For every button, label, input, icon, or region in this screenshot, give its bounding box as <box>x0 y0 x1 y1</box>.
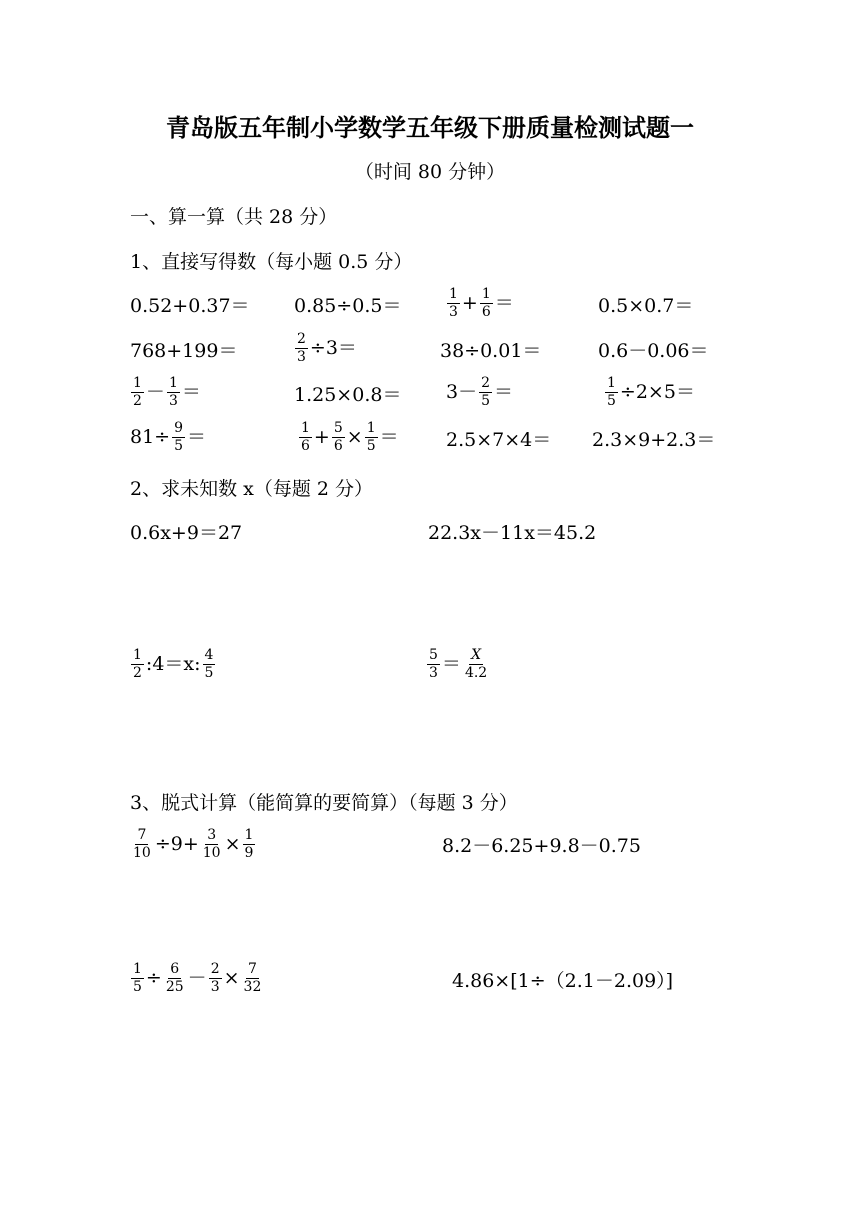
question-3-heading: 3、脱式计算（能简算的要简算）（每题 3 分） <box>130 792 518 814</box>
denominator: 5 <box>366 437 376 454</box>
denominator: 2 <box>133 392 142 409</box>
q1-r3-b: 1.25×0.8＝ <box>294 384 402 406</box>
fraction <box>131 648 144 680</box>
q1-r3-c <box>446 376 513 408</box>
numerator: 1 <box>133 375 142 391</box>
numerator: 9 <box>174 420 184 436</box>
q1-r3-a <box>130 376 201 408</box>
fraction <box>463 648 489 680</box>
operator: ÷ <box>145 966 162 989</box>
numerator: 1 <box>607 375 616 391</box>
question-2-heading: 2、求未知数 x（每题 2 分） <box>130 478 374 500</box>
page-title: 青岛版五年制小学数学五年级下册质量检测试题一 <box>166 113 694 142</box>
q3-expression-4: 4.86×[1÷（2.1－2.09）] <box>452 970 674 992</box>
fraction <box>480 287 493 319</box>
question-1-heading: 1、直接写得数（每小题 0.5 分） <box>130 251 413 273</box>
q1-r4-b <box>298 421 399 453</box>
expression-prefix: 81÷ <box>130 425 171 448</box>
fraction <box>172 421 185 453</box>
numerator: 6 <box>170 961 180 977</box>
q1-r2-a: 768+199＝ <box>130 340 238 362</box>
equals: ＝ <box>441 652 461 675</box>
fraction <box>605 376 618 408</box>
fraction <box>299 421 312 453</box>
denominator: 3 <box>297 348 306 365</box>
denominator: 6 <box>301 437 310 454</box>
fraction <box>167 376 180 408</box>
denominator: 25 <box>165 978 184 995</box>
equals: ＝ <box>494 380 514 403</box>
numerator: X <box>471 647 482 663</box>
numerator: 4 <box>204 647 214 663</box>
expression-prefix: 3－ <box>446 380 478 403</box>
expression-rest: ÷3＝ <box>309 336 357 359</box>
equals: ＝ <box>379 425 399 448</box>
fraction <box>131 376 144 408</box>
denominator: 5 <box>174 437 184 454</box>
q1-r4-d: 2.3×9+2.3＝ <box>592 429 716 451</box>
operator: × <box>224 832 241 855</box>
q3-expression-3 <box>130 962 264 994</box>
fraction <box>131 962 144 994</box>
q1-r1-c <box>446 287 514 319</box>
fraction <box>243 828 256 860</box>
fraction <box>427 648 440 680</box>
denominator: 9 <box>244 844 254 861</box>
denominator: 6 <box>481 303 491 320</box>
numerator: 5 <box>429 647 438 663</box>
denominator: 10 <box>202 844 221 861</box>
denominator: 5 <box>133 978 142 995</box>
fraction <box>332 421 345 453</box>
q2-equation-2: 22.3x－11x＝45.2 <box>428 522 597 544</box>
q1-r4-a <box>130 421 206 453</box>
numerator: 7 <box>247 961 257 977</box>
numerator: 1 <box>366 420 376 436</box>
numerator: 1 <box>244 827 254 843</box>
denominator: 5 <box>204 664 214 681</box>
equals: ＝ <box>494 291 514 314</box>
expression-middle: :4＝x: <box>145 652 201 675</box>
page-subtitle: （时间 80 分钟） <box>354 161 506 183</box>
numerator: 1 <box>449 286 458 302</box>
equals: ＝ <box>187 425 207 448</box>
numerator: 1 <box>168 375 178 391</box>
denominator: 2 <box>133 664 142 681</box>
numerator: 1 <box>133 647 142 663</box>
expression-middle: ÷9+ <box>154 832 199 855</box>
q2-equation-4 <box>426 648 490 680</box>
numerator: 2 <box>297 331 306 347</box>
denominator: 5 <box>481 392 491 409</box>
q2-equation-3 <box>130 648 216 680</box>
expression-rest: ÷2×5＝ <box>619 380 695 403</box>
numerator: 7 <box>137 827 147 843</box>
denominator: 10 <box>133 844 151 861</box>
q2-equation-1: 0.6x+9＝27 <box>130 522 243 544</box>
fraction <box>365 421 378 453</box>
denominator: 3 <box>210 978 220 995</box>
q1-r1-d: 0.5×0.7＝ <box>598 295 694 317</box>
fraction <box>295 332 308 364</box>
operator: × <box>346 425 363 448</box>
q1-r2-d: 0.6－0.06＝ <box>598 340 709 362</box>
denominator: 3 <box>168 392 178 409</box>
denominator: 6 <box>333 437 343 454</box>
fraction <box>447 287 460 319</box>
denominator: 5 <box>607 392 616 409</box>
numerator: 1 <box>481 286 491 302</box>
equals: ＝ <box>181 380 201 403</box>
operator: + <box>461 291 478 314</box>
denominator: 3 <box>449 303 458 320</box>
numerator: 2 <box>481 375 491 391</box>
q1-r2-c: 38÷0.01＝ <box>440 340 542 362</box>
q1-r1-a: 0.52+0.37＝ <box>130 295 250 317</box>
denominator: 32 <box>243 978 262 995</box>
fraction <box>164 962 186 994</box>
operator: － <box>145 380 165 403</box>
operator: + <box>313 425 330 448</box>
q1-r1-b: 0.85÷0.5＝ <box>294 295 402 317</box>
fraction <box>203 648 216 680</box>
q1-r3-d <box>604 376 695 408</box>
numerator: 1 <box>301 420 310 436</box>
numerator: 1 <box>133 961 142 977</box>
fraction <box>131 828 153 860</box>
denominator: 4.2 <box>464 664 488 681</box>
fraction <box>479 376 492 408</box>
numerator: 2 <box>210 961 220 977</box>
operator: × <box>223 966 240 989</box>
q1-r4-c: 2.5×7×4＝ <box>446 429 552 451</box>
q3-expression-2: 8.2－6.25+9.8－0.75 <box>442 835 641 857</box>
denominator: 3 <box>429 664 438 681</box>
fraction <box>242 962 264 994</box>
numerator: 3 <box>207 827 217 843</box>
fraction <box>209 962 222 994</box>
section-heading: 一、算一算（共 28 分） <box>130 206 338 228</box>
numerator: 5 <box>333 420 343 436</box>
q3-expression-1 <box>130 828 256 860</box>
operator: － <box>187 966 207 989</box>
q1-r2-b <box>294 332 357 364</box>
fraction <box>201 828 223 860</box>
